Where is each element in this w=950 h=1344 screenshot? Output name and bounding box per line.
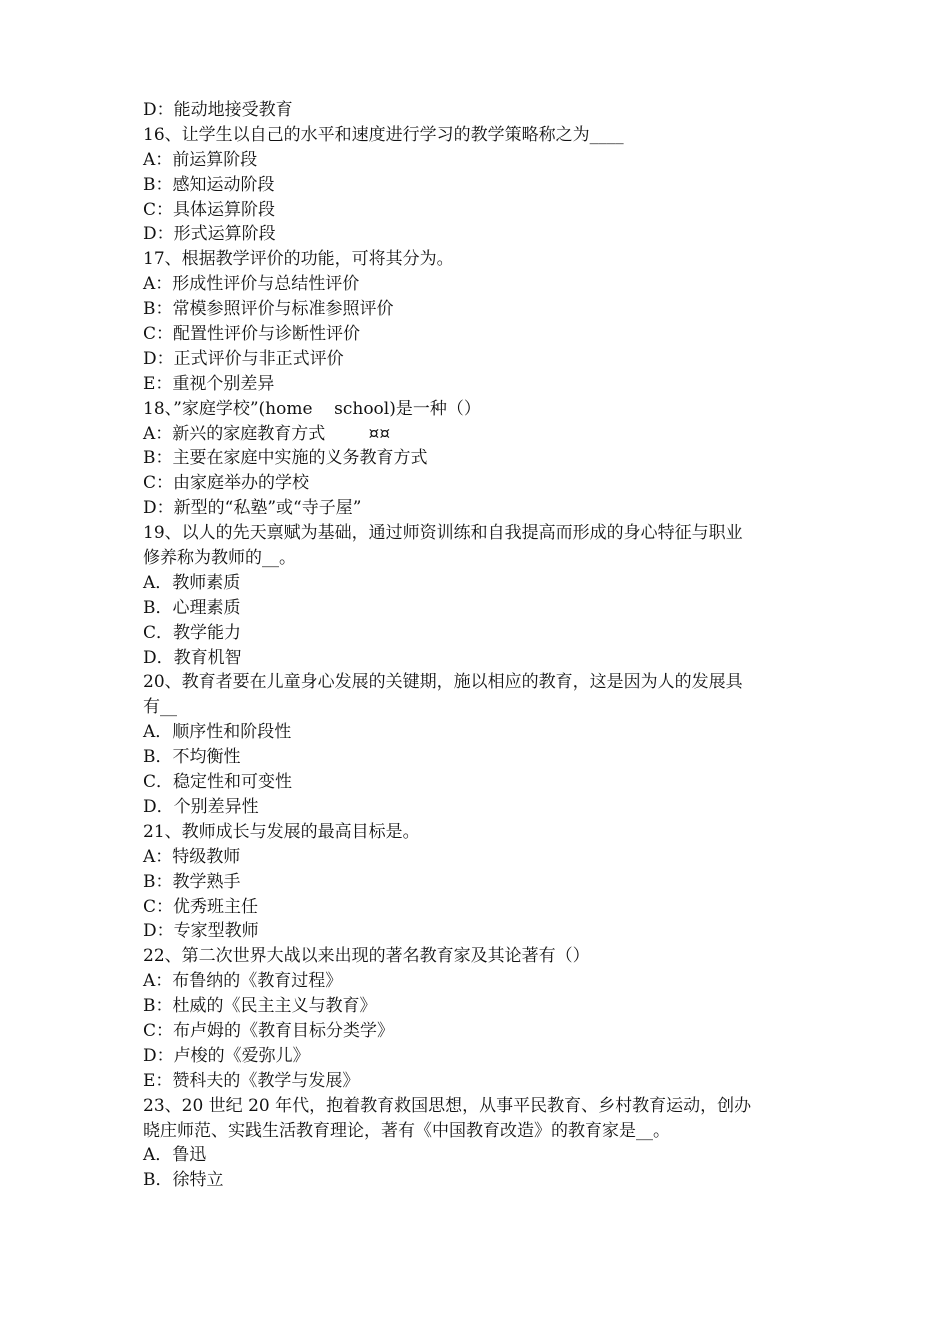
text-line: 有__ (143, 697, 177, 718)
text-line: E：赞科夫的《教学与发展》 (143, 1070, 360, 1091)
text-line: D：能动地接受教育 (143, 100, 293, 120)
text-line: D．教育机智 (143, 647, 242, 668)
text-line: B：常模参照评价与标准参照评价 (143, 299, 394, 320)
text-line: 21、教师成长与发展的最高目标是。 (143, 821, 420, 842)
document-text (143, 98, 813, 1193)
text-line: C：具体运算阶段 (143, 199, 276, 220)
text-line: B：主要在家庭中实施的义务教育方式 (143, 448, 428, 469)
text-line: A．顺序性和阶段性 (143, 722, 292, 743)
text-line: B．不均衡性 (143, 747, 241, 768)
text-line: D：卢梭的《爱弥儿》 (143, 1045, 310, 1066)
text-line: A：前运算阶段 (143, 149, 258, 170)
text-line: 20、教育者要在儿童身心发展的关键期，施以相应的教育，这是因为人的发展具 (143, 672, 743, 693)
text-line: D：正式评价与非正式评价 (143, 348, 344, 369)
text-line: C．稳定性和可变性 (143, 772, 293, 793)
text-line: D：专家型教师 (143, 921, 259, 942)
text-line: D．个别差异性 (143, 796, 259, 817)
text-line: D：新型的“私塾”或“寺子屋” (143, 498, 362, 519)
text-line: 16、让学生以自己的水平和速度进行学习的教学策略称之为____ (143, 124, 624, 145)
text-line: A：布鲁纳的《教育过程》 (143, 971, 343, 992)
text-line: 18、”家庭学校”(home school)是一种（） (143, 398, 481, 419)
text-line: B：感知运动阶段 (143, 174, 275, 195)
text-line: B：教学熟手 (143, 871, 241, 892)
text-line: B：杜威的《民主主义与教育》 (143, 996, 377, 1017)
text-line: C：由家庭举办的学校 (143, 473, 310, 494)
text-line: 17、根据教学评价的功能，可将其分为。 (143, 249, 454, 270)
text-line: B．徐特立 (143, 1170, 224, 1191)
text-line: D：形式运算阶段 (143, 224, 276, 245)
text-line: A：特级教师 (143, 846, 241, 867)
text-line: B．心理素质 (143, 597, 241, 618)
text-line: 23、20 世纪 20 年代，抱着教育救国思想，从事平民教育、乡村教育运动，创办 (143, 1095, 752, 1116)
text-line: C：优秀班主任 (143, 896, 259, 917)
text-line: 修养称为教师的__。 (143, 548, 296, 569)
text-line: 19、以人的先天禀赋为基础，通过师资训练和自我提高而形成的身心特征与职业 (143, 523, 743, 544)
text-line: A：新兴的家庭教育方式 ¤¤ (143, 423, 391, 444)
text-line: A．教师素质 (143, 572, 241, 593)
text-line: C．教学能力 (143, 622, 242, 643)
text-line: A．鲁迅 (143, 1145, 207, 1166)
text-line: C：配置性评价与诊断性评价 (143, 324, 361, 345)
text-line: E：重视个别差异 (143, 373, 275, 394)
text-line: 晓庄师范、实践生活教育理论，著有《中国教育改造》的教育家是__。 (143, 1120, 670, 1141)
text-line: 22、第二次世界大战以来出现的著名教育家及其论著有（） (143, 946, 590, 967)
text-line: A：形成性评价与总结性评价 (143, 274, 360, 295)
text-line: C：布卢姆的《教育目标分类学》 (143, 1020, 395, 1041)
